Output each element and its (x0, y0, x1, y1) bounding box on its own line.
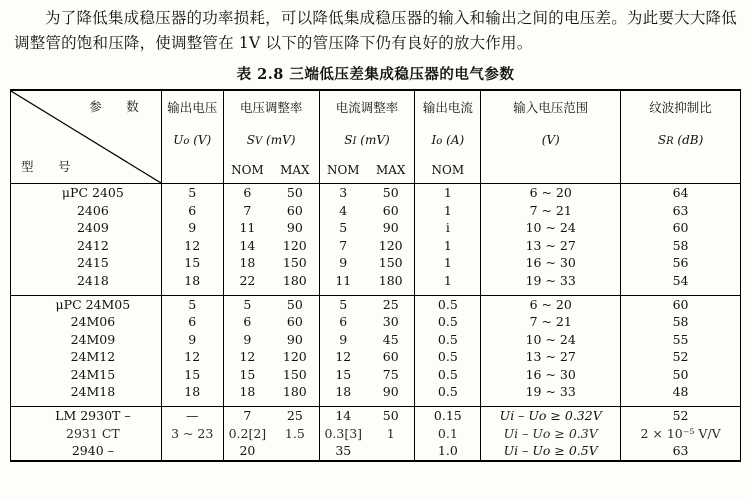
uo-symbol: U (173, 132, 184, 147)
cell-sv-nom: 15 (239, 366, 256, 382)
cell-sv-max (271, 442, 319, 461)
cell-si-nom: 0.3[3] (324, 425, 363, 441)
corner-param-label: 参 数 (89, 99, 145, 115)
table-row (11, 331, 741, 349)
cell-io: 0.5 (415, 313, 481, 331)
cell-sr: 63 (621, 202, 741, 220)
cell-uin: 6 ~ 20 (481, 184, 621, 202)
table-row (11, 272, 741, 290)
cell-uin: Ui – Uo ≥ 0.5V (481, 442, 621, 461)
cell-sv-nom: 0.2[2] (228, 425, 267, 441)
header-si-symbol (319, 124, 415, 157)
cell-sv-nom: 7 (243, 408, 252, 424)
cell-io: 1 (415, 272, 481, 290)
sr-unit: (dB) (677, 132, 704, 147)
cell-sv-max: 120 (271, 348, 319, 366)
header-uin-blank (481, 157, 621, 184)
table-caption: 表 2.8 三端低压差集成稳压器的电气参数 (236, 66, 515, 84)
cell-sv-nom: 6 (243, 185, 252, 201)
cell-model: 24M06 (11, 313, 162, 331)
header-si-nom: NOM (326, 162, 360, 177)
header-sv-nom: NOM (231, 162, 264, 177)
cell-sr: 2 × 10⁻⁵ V/V (621, 425, 741, 443)
cell-sv-nom: 5 (243, 296, 252, 312)
cell-uin: 16 ~ 30 (481, 366, 621, 384)
cell-uo: 12 (161, 348, 223, 366)
cell-si-max: 50 (367, 184, 415, 202)
cell-model: 2931 CT (11, 425, 162, 443)
cell-sv-nom: 22 (239, 272, 256, 288)
cell-sv-max: 60 (271, 202, 319, 220)
table-row (11, 348, 741, 366)
cell-uin: 6 ~ 20 (481, 295, 621, 313)
cell-sr: 56 (621, 254, 741, 272)
cell-sv-max: 1.5 (271, 425, 319, 443)
cell-uo: 9 (161, 331, 223, 349)
io-unit: (A) (446, 132, 465, 147)
cell-uo: 9 (161, 219, 223, 237)
table-row (11, 219, 741, 237)
cell-uo: 18 (161, 383, 223, 401)
cell-sv-nom: 14 (239, 237, 256, 253)
cell-uin: Ui – Uo ≥ 0.32V (481, 407, 621, 425)
cell-sr: 58 (621, 313, 741, 331)
cell-model: 2406 (11, 202, 162, 220)
cell-si-max: 75 (367, 366, 415, 384)
cell-si-max: 60 (367, 348, 415, 366)
cell-si-nom: 35 (335, 443, 352, 459)
header-io-symbol (415, 124, 481, 157)
cell-sr: 52 (621, 407, 741, 425)
corner-model-label: 型 号 (21, 159, 77, 175)
cell-model: 2940 – (11, 442, 162, 461)
cell-sr: 58 (621, 237, 741, 255)
io-sub: o (436, 135, 443, 147)
cell-uo: 5 (161, 184, 223, 202)
cell-sv-nom: 7 (243, 202, 252, 218)
cell-si-nom: 5 (339, 296, 348, 312)
cell-sv-max: 90 (271, 331, 319, 349)
table-row (11, 237, 741, 255)
cell-model: 24M15 (11, 366, 162, 384)
cell-si-nom: 6 (339, 314, 348, 330)
cell-io: 1 (415, 254, 481, 272)
cell-sr: 50 (621, 366, 741, 384)
cell-uo: 18 (161, 272, 223, 290)
cell-sr: 60 (621, 219, 741, 237)
table-row (11, 313, 741, 331)
table-row (11, 425, 741, 443)
body-paragraph: 为了降低集成稳压器的功率损耗，可以降低集成稳压器的输入和输出之间的电压差。为此要大大降低调整管的饱和压降，使调整管在 1V 以下的管压降下仍有良好的放大作用。 (14, 9, 737, 53)
cell-si-nom: 12 (335, 349, 352, 365)
cell-si-nom: 18 (335, 384, 352, 400)
si-symbol: S (344, 132, 353, 147)
cell-uo: 3 ~ 23 (161, 425, 223, 443)
cell-si-max: 180 (367, 272, 415, 290)
sv-unit: (mV) (266, 132, 296, 147)
cell-si-nom: 14 (335, 408, 352, 424)
cell-uin: 19 ~ 33 (481, 272, 621, 290)
cell-uin: 10 ~ 24 (481, 331, 621, 349)
cell-si-max (367, 442, 415, 461)
cell-sr: 54 (621, 272, 741, 290)
table-row (11, 202, 741, 220)
cell-io: i (415, 219, 481, 237)
cell-uo: 5 (161, 295, 223, 313)
header-uo-title: 输出电压 (161, 90, 223, 124)
cell-model: 2418 (11, 272, 162, 290)
io-symbol: I (431, 132, 437, 147)
cell-uo (161, 442, 223, 461)
spec-table (10, 89, 741, 462)
cell-sv-nom: 20 (239, 443, 256, 459)
cell-si-nom: 7 (339, 237, 348, 253)
cell-si-nom: 9 (339, 255, 348, 271)
sr-sub: R (666, 135, 674, 147)
cell-si-max: 60 (367, 202, 415, 220)
cell-sv-max: 90 (271, 219, 319, 237)
cell-sv-max: 180 (271, 272, 319, 290)
header-sv-title: 电压调整率 (223, 90, 319, 124)
cell-model: 24M09 (11, 331, 162, 349)
cell-sv-max: 180 (271, 383, 319, 401)
cell-sr: 55 (621, 331, 741, 349)
uo-sub: o (183, 135, 190, 147)
sv-sub: V (254, 135, 263, 147)
cell-si-max: 120 (367, 237, 415, 255)
cell-sv-max: 25 (271, 407, 319, 425)
cell-sv-max: 120 (271, 237, 319, 255)
cell-io: 0.5 (415, 295, 481, 313)
cell-si-nom: 9 (339, 331, 348, 347)
cell-si-max: 90 (367, 383, 415, 401)
cell-io: 0.5 (415, 331, 481, 349)
cell-io: 0.5 (415, 366, 481, 384)
cell-si-nom: 4 (339, 202, 348, 218)
cell-sv-nom: 6 (243, 314, 252, 330)
header-sr-blank (621, 157, 741, 184)
cell-si-max: 25 (367, 295, 415, 313)
cell-si-nom: 11 (335, 272, 352, 288)
cell-sr: 52 (621, 348, 741, 366)
cell-uo: 15 (161, 254, 223, 272)
cell-si-nom: 15 (335, 366, 352, 382)
cell-io: 1 (415, 184, 481, 202)
cell-uin: 7 ~ 21 (481, 202, 621, 220)
table-row (11, 184, 741, 202)
cell-io: 1.0 (415, 442, 481, 461)
cell-uin: 10 ~ 24 (481, 219, 621, 237)
cell-sv-max: 150 (271, 366, 319, 384)
cell-sv-nom: 18 (239, 255, 256, 271)
cell-io: 0.5 (415, 383, 481, 401)
si-unit: (mV) (360, 132, 390, 147)
cell-model: μPC 2405 (11, 184, 162, 202)
cell-sv-max: 150 (271, 254, 319, 272)
cell-si-nom: 5 (339, 220, 348, 236)
cell-model: 24M12 (11, 348, 162, 366)
cell-model: 2409 (11, 219, 162, 237)
cell-si-max: 90 (367, 219, 415, 237)
header-sr-title: 纹波抑制比 (621, 90, 741, 124)
header-uin-unit: (V) (481, 124, 621, 157)
cell-sv-max: 50 (271, 184, 319, 202)
header-uin-title: 输入电压范围 (481, 90, 621, 124)
cell-uo: 6 (161, 313, 223, 331)
cell-io: 0.1 (415, 425, 481, 443)
paragraph-block (0, 0, 751, 56)
cell-sr: 64 (621, 184, 741, 202)
table-row (11, 366, 741, 384)
header-sr-symbol (621, 124, 741, 157)
sv-symbol: S (246, 132, 255, 147)
cell-sv-max: 50 (271, 295, 319, 313)
header-sv-symbol (223, 124, 319, 157)
cell-uin: 19 ~ 33 (481, 383, 621, 401)
cell-sv-nom: 12 (239, 349, 256, 365)
sr-symbol: S (657, 132, 667, 147)
table-row (11, 295, 741, 313)
cell-io: 1 (415, 202, 481, 220)
cell-sv-nom: 11 (239, 220, 256, 236)
cell-model: 24M18 (11, 383, 162, 401)
table-container (0, 89, 751, 462)
header-sv-max: MAX (271, 157, 319, 184)
table-corner-cell (11, 90, 162, 184)
cell-io: 0.5 (415, 348, 481, 366)
cell-io: 1 (415, 237, 481, 255)
header-uo-symbol (161, 124, 223, 157)
si-sub: I (352, 135, 357, 147)
cell-uin: 13 ~ 27 (481, 237, 621, 255)
cell-si-max: 1 (367, 425, 415, 443)
cell-sr: 48 (621, 383, 741, 401)
cell-model: LM 2930T – (11, 407, 162, 425)
table-row (11, 407, 741, 425)
header-uo-blank (161, 157, 223, 184)
cell-sr: 63 (621, 442, 741, 461)
cell-model: μPC 24M05 (11, 295, 162, 313)
cell-model: 2412 (11, 237, 162, 255)
uo-unit: (V) (193, 132, 212, 147)
cell-uin: 13 ~ 27 (481, 348, 621, 366)
table-row (11, 383, 741, 401)
cell-uin: 16 ~ 30 (481, 254, 621, 272)
cell-si-max: 45 (367, 331, 415, 349)
cell-uin: Ui – Uo ≥ 0.3V (481, 425, 621, 443)
cell-uo: 6 (161, 202, 223, 220)
table-row (11, 442, 741, 461)
cell-io: 0.15 (415, 407, 481, 425)
cell-uo: — (161, 407, 223, 425)
cell-sv-nom: 9 (243, 331, 252, 347)
cell-si-nom: 3 (339, 185, 348, 201)
header-io-title: 输出电流 (415, 90, 481, 124)
cell-si-max: 150 (367, 254, 415, 272)
table-row (11, 254, 741, 272)
cell-sr: 60 (621, 295, 741, 313)
cell-uin: 7 ~ 21 (481, 313, 621, 331)
cell-si-max: 30 (367, 313, 415, 331)
cell-model: 2415 (11, 254, 162, 272)
header-io-nom: NOM (415, 157, 481, 184)
header-row-titles (11, 90, 741, 124)
cell-uo: 15 (161, 366, 223, 384)
cell-sv-max: 60 (271, 313, 319, 331)
header-si-title: 电流调整率 (319, 90, 415, 124)
header-si-max: MAX (367, 157, 415, 184)
cell-uo: 12 (161, 237, 223, 255)
cell-si-max: 50 (367, 407, 415, 425)
cell-sv-nom: 18 (239, 384, 256, 400)
